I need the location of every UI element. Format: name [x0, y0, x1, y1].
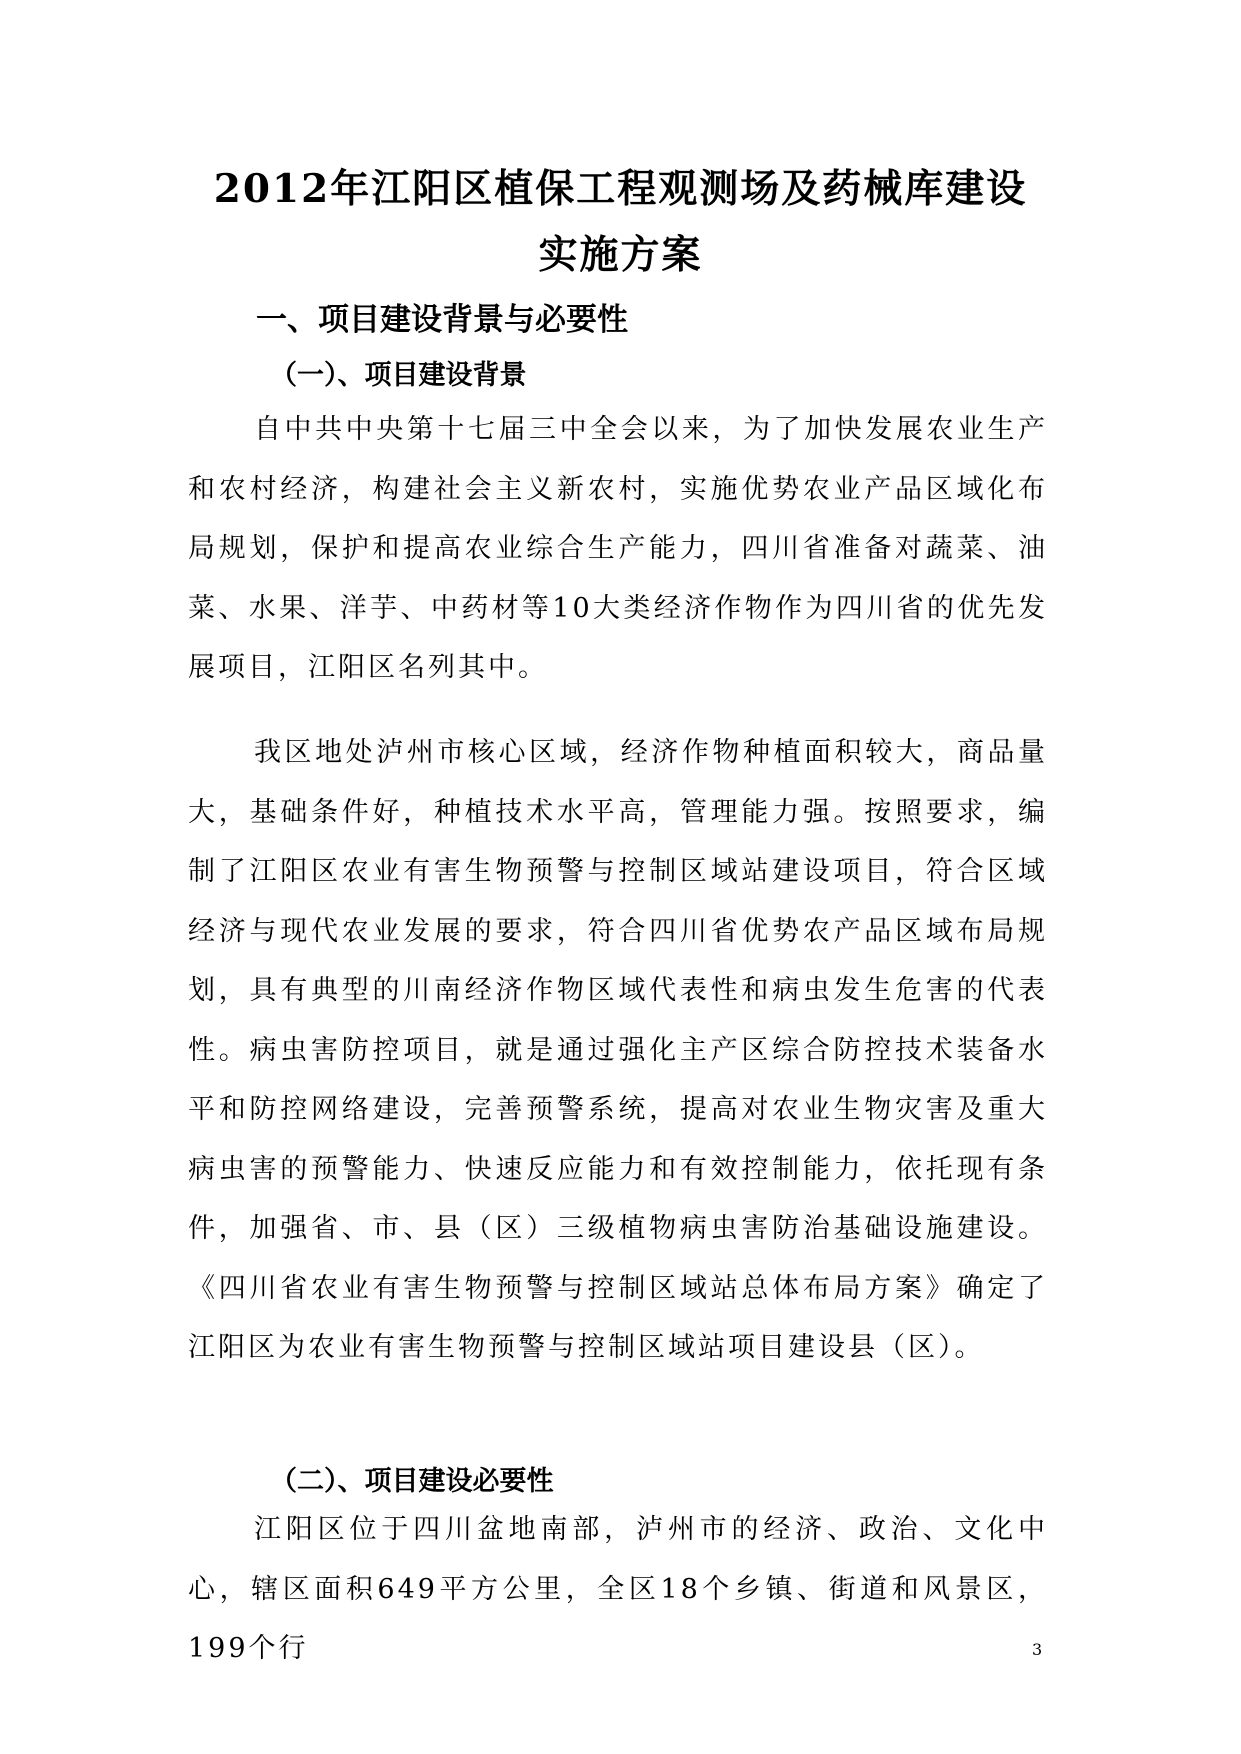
document-title-line1: 2012年江阳区植保工程观测场及药械库建设 — [213, 166, 1028, 212]
subsection-heading-necessity: （二）、项目建设必要性 — [270, 1466, 554, 1497]
section-heading-background-necessity: 一、项目建设背景与必要性 — [256, 302, 628, 338]
paragraph-background-2: 我区地处泸州市核心区域，经济作物种植面积较大，商品量大，基础条件好，种植技术水平高，管理能力强。按照要求，编制了江阳区农业有害生物预警与控制区域站建设项目，符合区域经济与现代农业发展的要求，符合四川省优势农产品区域布局规划，具有典型的川南经济作物区域代表性和病虫发生危害的代表性。病虫害防控项目，就是通过强化主产区综合防控技术装备水平和防控网络建设，完善预警系统，提高对农业生物灾害及重大病虫害的预警能力、快速反应能力和有效控制能力，依托现有条件，加强省、市、县（区）三级植物病虫害防治基础设施建设。《四川省农业有害生物预警与控制区域站总体布局方案》确定了江阳区为农业有害生物预警与控制区域站项目建设县（区）。 — [188, 737, 1048, 1363]
page-number: 3 — [1032, 1640, 1043, 1659]
paragraph-necessity-1: 江阳区位于四川盆地南部，泸州市的经济、政治、文化中心，辖区面积649平方公里，全区18个乡镇、街道和风景区，199个行 — [188, 1514, 1048, 1664]
paragraph-background-1: 自中共中央第十七届三中全会以来，为了加快发展农业生产和农村经济，构建社会主义新农村，实施优势农业产品区域化布局规划，保护和提高农业综合生产能力，四川省准备对蔬菜、油菜、水果、洋芋、中药材等10大类经济作物作为四川省的优先发展项目，江阳区名列其中。 — [188, 414, 1048, 683]
document-title-line2: 实施方案 — [538, 232, 703, 278]
subsection-heading-background: （一）、项目建设背景 — [270, 360, 527, 391]
